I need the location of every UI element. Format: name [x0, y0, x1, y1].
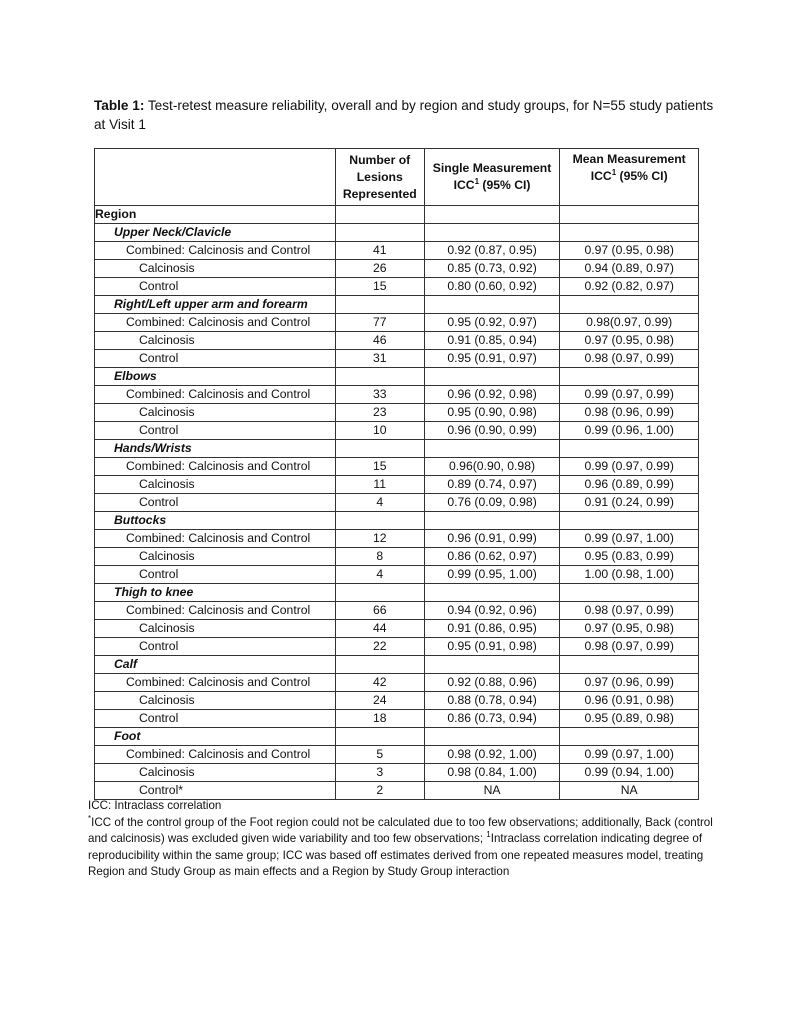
table-row: [95, 332, 699, 350]
region-group-row: [95, 296, 699, 314]
table-row: [95, 620, 699, 638]
single-icc: 0.94 (0.92, 0.96): [424, 602, 560, 620]
row-label: Combined: Calcinosis and Control: [95, 314, 336, 332]
row-label: Combined: Calcinosis and Control: [95, 602, 336, 620]
empty-cell: [335, 440, 424, 458]
row-label: Calcinosis: [95, 620, 336, 638]
mean-icc: 0.99 (0.97, 0.99): [560, 386, 699, 404]
lesion-count: 42: [335, 674, 424, 692]
lesion-count: 10: [335, 422, 424, 440]
region-name: Thigh to knee: [95, 584, 336, 602]
empty-cell: [335, 206, 424, 224]
single-icc: 0.99 (0.95, 1.00): [424, 566, 560, 584]
mean-icc: 0.98 (0.96, 0.99): [560, 404, 699, 422]
mean-icc: 0.96 (0.89, 0.99): [560, 476, 699, 494]
mean-icc: 0.97 (0.95, 0.98): [560, 620, 699, 638]
region-name: Right/Left upper arm and forearm: [95, 296, 336, 314]
empty-cell: [424, 224, 560, 242]
region-name: Upper Neck/Clavicle: [95, 224, 336, 242]
mean-icc: 1.00 (0.98, 1.00): [560, 566, 699, 584]
empty-cell: [560, 206, 699, 224]
empty-cell: [560, 728, 699, 746]
empty-cell: [335, 584, 424, 602]
single-icc: 0.98 (0.84, 1.00): [424, 764, 560, 782]
single-icc: 0.85 (0.73, 0.92): [424, 260, 560, 278]
mean-icc: 0.99 (0.94, 1.00): [560, 764, 699, 782]
table-row: [95, 476, 699, 494]
empty-cell: [335, 512, 424, 530]
table-row: [95, 422, 699, 440]
mean-icc: 0.92 (0.82, 0.97): [560, 278, 699, 296]
row-label: Control: [95, 710, 336, 728]
single-icc: 0.95 (0.91, 0.98): [424, 638, 560, 656]
table-row: [95, 602, 699, 620]
table-row: [95, 548, 699, 566]
lesion-count: 22: [335, 638, 424, 656]
row-label: Calcinosis: [95, 404, 336, 422]
header-mean-text: Mean Measurement ICC: [572, 152, 686, 183]
row-label: Combined: Calcinosis and Control: [95, 746, 336, 764]
row-label: Control: [95, 494, 336, 512]
header-number-of-lesions: Number of Lesions Represented: [335, 149, 424, 206]
lesion-count: 11: [335, 476, 424, 494]
row-label: Calcinosis: [95, 260, 336, 278]
empty-cell: [335, 224, 424, 242]
table-row: [95, 764, 699, 782]
single-icc: 0.96 (0.91, 0.99): [424, 530, 560, 548]
lesion-count: 41: [335, 242, 424, 260]
single-icc: 0.88 (0.78, 0.94): [424, 692, 560, 710]
header-single-sup: 1: [474, 176, 480, 186]
mean-icc: 0.98 (0.97, 0.99): [560, 350, 699, 368]
region-name: Elbows: [95, 368, 336, 386]
single-icc: 0.86 (0.73, 0.94): [424, 710, 560, 728]
mean-icc: 0.99 (0.96, 1.00): [560, 422, 699, 440]
single-icc: 0.91 (0.85, 0.94): [424, 332, 560, 350]
table-row: [95, 530, 699, 548]
header-mean-sup: 1: [611, 167, 617, 177]
lesion-count: 23: [335, 404, 424, 422]
lesion-count: 4: [335, 566, 424, 584]
lesion-count: 15: [335, 278, 424, 296]
row-label: Calcinosis: [95, 548, 336, 566]
mean-icc: 0.97 (0.95, 0.98): [560, 332, 699, 350]
footnote-one-text: Intraclass correlation indicating degree of reproducibility within the same group; ICC was based off estimates derived from one repeated measures model, treating Region and Study Group as main effects and a Region by Study Group interaction: [88, 832, 704, 878]
row-label: Calcinosis: [95, 764, 336, 782]
table-row: [95, 566, 699, 584]
table-row: [95, 710, 699, 728]
footnote-star-text: ICC of the control group of the Foot region could not be calculated due to too few observations; additionally, Back (control and calcinosis) was excluded given wide variability and too few observations;: [88, 815, 713, 845]
table-row: [95, 278, 699, 296]
empty-cell: [424, 512, 560, 530]
single-icc: 0.95 (0.92, 0.97): [424, 314, 560, 332]
empty-cell: [335, 296, 424, 314]
empty-cell: [424, 440, 560, 458]
lesion-count: 77: [335, 314, 424, 332]
region-name: Calf: [95, 656, 336, 674]
table-body: [95, 206, 699, 800]
footnote-details: [88, 815, 718, 881]
single-icc: 0.96(0.90, 0.98): [424, 458, 560, 476]
footnote-one-mark: 1: [486, 830, 491, 840]
row-label: Control: [95, 350, 336, 368]
row-label: Calcinosis: [95, 692, 336, 710]
row-label: Combined: Calcinosis and Control: [95, 242, 336, 260]
table-caption: [94, 96, 714, 134]
table-row: [95, 386, 699, 404]
mean-icc: 0.91 (0.24, 0.99): [560, 494, 699, 512]
region-group-row: [95, 584, 699, 602]
single-icc: 0.91 (0.86, 0.95): [424, 620, 560, 638]
lesion-count: 12: [335, 530, 424, 548]
row-label: Control: [95, 566, 336, 584]
row-label: Calcinosis: [95, 476, 336, 494]
empty-cell: [560, 512, 699, 530]
single-icc: NA: [424, 782, 560, 800]
row-label: Combined: Calcinosis and Control: [95, 674, 336, 692]
mean-icc: 0.95 (0.83, 0.99): [560, 548, 699, 566]
single-icc: 0.89 (0.74, 0.97): [424, 476, 560, 494]
lesion-count: 44: [335, 620, 424, 638]
mean-icc: 0.97 (0.95, 0.98): [560, 242, 699, 260]
empty-cell: [335, 368, 424, 386]
table-row: [95, 674, 699, 692]
lesion-count: 33: [335, 386, 424, 404]
single-icc: 0.96 (0.92, 0.98): [424, 386, 560, 404]
table-row: [95, 350, 699, 368]
table-row: [95, 692, 699, 710]
region-name: Foot: [95, 728, 336, 746]
mean-icc: 0.98 (0.97, 0.99): [560, 638, 699, 656]
mean-icc: 0.96 (0.91, 0.98): [560, 692, 699, 710]
header-single-tail: (95% CI): [479, 178, 531, 192]
mean-icc: 0.98(0.97, 0.99): [560, 314, 699, 332]
lesion-count: 26: [335, 260, 424, 278]
lesion-count: 3: [335, 764, 424, 782]
empty-cell: [560, 368, 699, 386]
empty-cell: [424, 368, 560, 386]
empty-cell: [560, 440, 699, 458]
empty-cell: [560, 224, 699, 242]
mean-icc: 0.97 (0.96, 0.99): [560, 674, 699, 692]
header-blank: [95, 149, 336, 206]
empty-cell: [424, 206, 560, 224]
region-group-row: [95, 656, 699, 674]
mean-icc: 0.98 (0.97, 0.99): [560, 602, 699, 620]
row-label: Control: [95, 278, 336, 296]
single-icc: 0.96 (0.90, 0.99): [424, 422, 560, 440]
lesion-count: 31: [335, 350, 424, 368]
region-group-row: [95, 728, 699, 746]
single-icc: 0.95 (0.90, 0.98): [424, 404, 560, 422]
mean-icc: 0.95 (0.89, 0.98): [560, 710, 699, 728]
single-icc: 0.98 (0.92, 1.00): [424, 746, 560, 764]
single-icc: 0.95 (0.91, 0.97): [424, 350, 560, 368]
empty-cell: [424, 584, 560, 602]
empty-cell: [560, 296, 699, 314]
row-label: Control: [95, 422, 336, 440]
region-name: Hands/Wrists: [95, 440, 336, 458]
table-row: [95, 242, 699, 260]
table-row: [95, 404, 699, 422]
single-icc: 0.92 (0.88, 0.96): [424, 674, 560, 692]
empty-cell: [335, 656, 424, 674]
empty-cell: [335, 728, 424, 746]
table-row: [95, 458, 699, 476]
mean-icc: NA: [560, 782, 699, 800]
region-group-row: [95, 224, 699, 242]
single-icc: 0.92 (0.87, 0.95): [424, 242, 560, 260]
row-label: Combined: Calcinosis and Control: [95, 530, 336, 548]
empty-cell: [424, 296, 560, 314]
caption-text: Test-retest measure reliability, overall and by region and study groups, for N=55 study patients at Visit 1: [94, 98, 714, 132]
single-icc: 0.76 (0.09, 0.98): [424, 494, 560, 512]
empty-cell: [560, 584, 699, 602]
lesion-count: 5: [335, 746, 424, 764]
footnotes: [88, 798, 718, 881]
single-icc: 0.80 (0.60, 0.92): [424, 278, 560, 296]
region-name: Buttocks: [95, 512, 336, 530]
empty-cell: [424, 728, 560, 746]
lesion-count: 8: [335, 548, 424, 566]
empty-cell: [560, 656, 699, 674]
footnote-abbrev: ICC: Intraclass correlation: [88, 799, 222, 812]
reliability-table: [94, 148, 699, 800]
table-row: [95, 782, 699, 800]
empty-cell: [424, 656, 560, 674]
row-label: Control: [95, 638, 336, 656]
footnote-star-mark: *: [88, 813, 92, 823]
mean-icc: 0.99 (0.97, 1.00): [560, 746, 699, 764]
table-row: [95, 260, 699, 278]
header-single-measurement: [424, 149, 560, 206]
region-group-row: [95, 440, 699, 458]
region-group-row: [95, 368, 699, 386]
section-label: Region: [95, 206, 336, 224]
table-row: [95, 494, 699, 512]
row-label: Control*: [95, 782, 336, 800]
single-icc: 0.86 (0.62, 0.97): [424, 548, 560, 566]
header-mean-tail: (95% CI): [616, 169, 668, 183]
caption-label: Table 1:: [94, 98, 145, 113]
section-row-region: [95, 206, 699, 224]
mean-icc: 0.99 (0.97, 1.00): [560, 530, 699, 548]
table-row: [95, 314, 699, 332]
lesion-count: 15: [335, 458, 424, 476]
mean-icc: 0.99 (0.97, 0.99): [560, 458, 699, 476]
mean-icc: 0.94 (0.89, 0.97): [560, 260, 699, 278]
table-row: [95, 638, 699, 656]
lesion-count: 66: [335, 602, 424, 620]
row-label: Combined: Calcinosis and Control: [95, 458, 336, 476]
lesion-count: 4: [335, 494, 424, 512]
lesion-count: 2: [335, 782, 424, 800]
header-single-text: Single Measurement ICC: [432, 161, 552, 192]
header-row: [95, 149, 699, 206]
row-label: Combined: Calcinosis and Control: [95, 386, 336, 404]
lesion-count: 24: [335, 692, 424, 710]
lesion-count: 46: [335, 332, 424, 350]
row-label: Calcinosis: [95, 332, 336, 350]
header-mean-measurement: [560, 149, 699, 206]
lesion-count: 18: [335, 710, 424, 728]
table-row: [95, 746, 699, 764]
region-group-row: [95, 512, 699, 530]
